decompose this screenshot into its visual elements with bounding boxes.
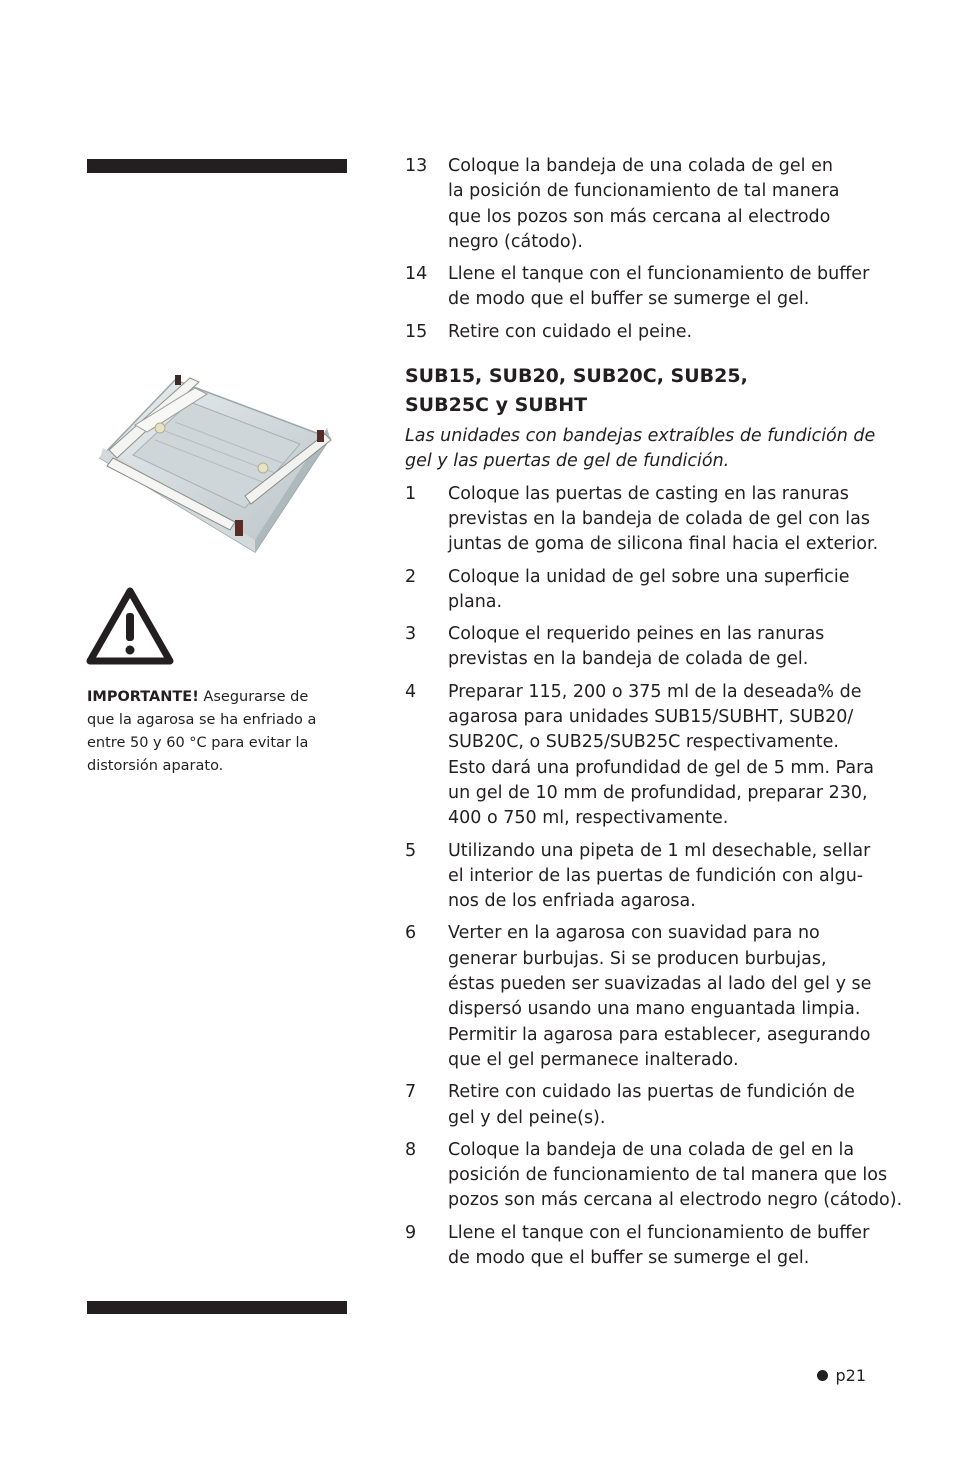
step-text (448, 262, 875, 313)
section-heading-line: SUB25C y SUBHT (405, 394, 588, 417)
step-line: Llene el tanque con el funcionamiento de buffer (448, 264, 870, 285)
step-line: gel y del peine(s). (448, 1107, 606, 1128)
step-item (405, 1221, 875, 1272)
step-line: que los pozos son más cercana al electrodo (448, 206, 831, 227)
step-line: previstas en la bandeja de colada de gel con las (448, 508, 870, 529)
step-item (405, 565, 875, 616)
step-line: generar burbujas. Si se producen burbujas, (448, 948, 827, 969)
step-number: 3 (405, 624, 417, 645)
step-line: nos de los enfriada agarosa. (448, 891, 696, 912)
step-line: negro (cátodo). (448, 231, 583, 252)
section-intro-line: Las unidades con bandejas extraíbles de fundición de (405, 426, 876, 447)
step-item (405, 1138, 903, 1214)
section-intro (405, 424, 875, 475)
step-line: Coloque la bandeja de una colada de gel en la (448, 1139, 855, 1160)
step-line: SUB20C, o SUB25/SUB25C respectivamente. (448, 732, 839, 753)
step-line: la posición de funcionamiento de tal manera (448, 181, 840, 202)
step-line: Esto dará una profundidad de gel de 5 mm. Para (448, 757, 875, 778)
step-line: plana. (448, 591, 503, 612)
step-number: 6 (405, 923, 417, 944)
step-line: Retire con cuidado el peine. (448, 321, 693, 342)
step-text (448, 482, 878, 558)
note-line: distorsión aparato. (87, 758, 224, 774)
step-item (405, 839, 875, 915)
step-item (405, 622, 875, 673)
step-item (405, 154, 875, 255)
note-strong: IMPORTANTE! (87, 689, 199, 705)
step-line: pozos son más cercana al electrodo negro (cátodo). (448, 1190, 903, 1211)
step-line: Permitir la agarosa para establecer, asegurando (448, 1024, 871, 1045)
step-text (448, 154, 875, 255)
step-text (448, 680, 875, 832)
step-text (448, 565, 875, 616)
step-line: juntas de goma de silicona final hacia el exterior. (448, 534, 879, 555)
step-number: 1 (405, 483, 417, 504)
step-number: 13 (405, 156, 428, 176)
steps-list-a (405, 154, 875, 345)
bottom-rule (87, 1301, 347, 1314)
steps-list-b (405, 482, 903, 1272)
section-heading (405, 362, 875, 420)
step-line: Verter en la agarosa con suavidad para no (448, 923, 820, 944)
step-line: de modo que el buffer se sumerge el gel. (448, 289, 810, 310)
step-line: Preparar 115, 200 o 375 ml de la deseada% de (448, 681, 862, 702)
step-item (405, 320, 875, 345)
step-text (448, 1221, 875, 1272)
step-item (405, 262, 875, 313)
step-number: 8 (405, 1139, 417, 1160)
step-text (448, 320, 875, 345)
step-line: Utilizando una pipeta de 1 ml desechable, sellar (448, 840, 871, 861)
step-text (448, 1138, 902, 1214)
step-number: 4 (405, 681, 417, 702)
note-line: Asegurarse de (198, 689, 309, 705)
bullet-icon (817, 1370, 828, 1381)
step-line: Coloque la unidad de gel sobre una superficie (448, 566, 850, 587)
step-line: de modo que el buffer se sumerge el gel. (448, 1247, 810, 1268)
step-line: posición de funcionamiento de tal manera que los (448, 1165, 888, 1186)
step-text (448, 622, 875, 673)
step-text (448, 921, 875, 1073)
note-line: que la agarosa se ha enfriado a (87, 712, 317, 728)
step-item (405, 1080, 875, 1131)
step-line: Llene el tanque con el funcionamiento de buffer (448, 1222, 870, 1243)
step-number: 15 (405, 321, 428, 342)
note-line: entre 50 y 60 °C para evitar la (87, 735, 309, 751)
step-line: 400 o 750 ml, respectivamente. (448, 808, 729, 829)
step-number: 7 (405, 1082, 417, 1103)
top-rule (87, 159, 347, 173)
page-number (817, 1366, 866, 1385)
step-number: 9 (405, 1222, 417, 1243)
gel-tray-photo (95, 370, 335, 555)
step-number: 2 (405, 566, 417, 587)
step-number: 5 (405, 840, 417, 861)
step-line: Coloque las puertas de casting en las ranuras (448, 483, 849, 504)
step-line: agarosa para unidades SUB15/SUBHT, SUB20/ (448, 707, 854, 728)
step-item (405, 680, 875, 832)
step-line: un gel de 10 mm de profundidad, preparar 230, (448, 782, 868, 803)
step-line: Retire con cuidado las puertas de fundición de (448, 1082, 855, 1103)
step-item (405, 921, 875, 1073)
main-column (405, 154, 903, 1271)
section-heading-line: SUB15, SUB20, SUB20C, SUB25, (405, 365, 748, 388)
step-number: 14 (405, 264, 428, 285)
warning-icon (86, 587, 174, 665)
step-line: que el gel permanece inalterado. (448, 1049, 739, 1070)
step-line: el interior de las puertas de fundición con algu- (448, 865, 864, 886)
step-line: éstas pueden ser suavizadas al lado del gel y se (448, 974, 872, 995)
page-number-text: p21 (835, 1366, 866, 1385)
step-line: dispersó usando una mano enguantada limpia. (448, 999, 861, 1020)
section-intro-line: gel y las puertas de gel de fundición. (405, 451, 730, 472)
step-item (405, 482, 879, 558)
step-text (448, 1080, 875, 1131)
step-line: Coloque la bandeja de una colada de gel en (448, 156, 833, 176)
important-note (87, 686, 337, 778)
step-line: Coloque el requerido peines en las ranuras (448, 624, 825, 645)
step-line: previstas en la bandeja de colada de gel. (448, 649, 809, 670)
step-text (448, 839, 875, 915)
